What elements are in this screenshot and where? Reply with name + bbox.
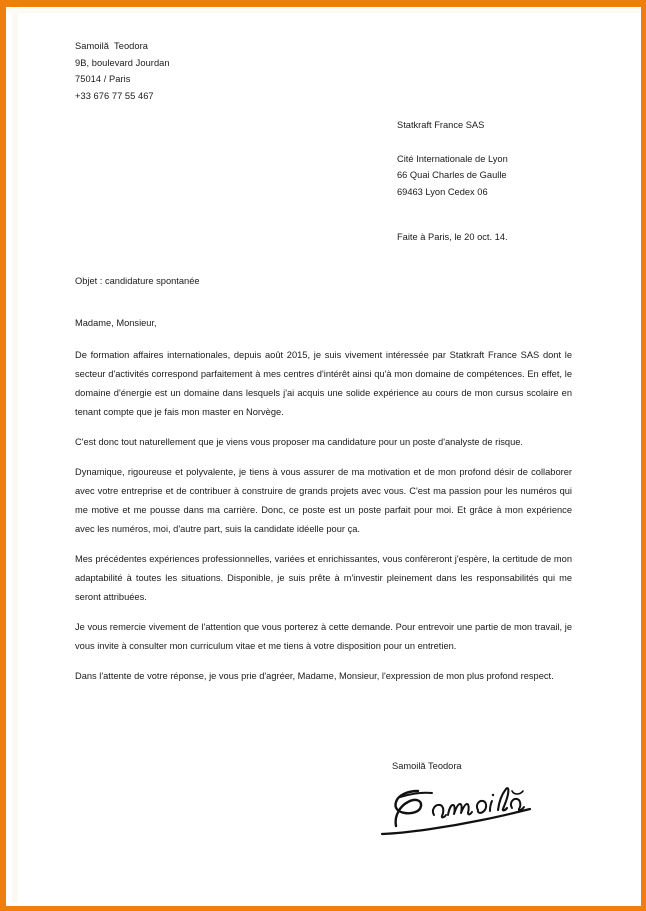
subject-line: Objet : candidature spontanée — [75, 276, 200, 286]
body-paragraph-2: C'est donc tout naturellement que je viens vous proposer ma candidature pour un poste d'analyste de risque. — [75, 437, 524, 447]
body-paragraph-6: Dans l'attente de votre réponse, je vous prie d'agréer, Madame, Monsieur, l'expression de mon plus profond respect. — [75, 671, 554, 681]
body-paragraph-5: Je vous remercie vivement de l'attention que vous porterez à cette demande. Pour entrevoir une partie de mon travail, je vous invite à consulter mon curriculum vitae et me tiens à votre disposition pour un entretien. — [75, 622, 572, 651]
date-line: Faite à Paris, le 20 oct. 14. — [397, 232, 508, 242]
body-paragraph-4: Mes précédentes expériences professionnelles, variées et enrichissantes, vous confèreront j'espère, la certitude de mon adaptabilité à toutes les situations. Disponible, je suis prête à m'investir pleinement dans les responsabilités qui me seront attribuées. — [75, 554, 572, 602]
body-paragraph-1: De formation affaires internationales, depuis août 2015, je suis vivement intéressée par Statkraft France SAS dont le secteur d'activités correspond parfaitement à mes centres d'intérêt ainsi qu'à mon domaine de compétences. En effet, le domaine d'énergie est un domaine dans lesquels j'ai acquis une solide expérience au cours de mon cursus scolaire en tenant compte que je fais mon master en Norvège. — [75, 350, 572, 417]
body-paragraph-3: Dynamique, rigoureuse et polyvalente, je tiens à vous assurer de ma motivation et de mon profond désir de collaborer avec votre entreprise et de contribuer à construire de grands projets avec vous. C'est ma passion pour les numéros qui me motive et me pousse dans ma carrière. Donc, ce poste est un poste parfait pour moi. Et grâce à mon expérience avec les numéros, moi, d'autre part, suis la candidate idéelle pour ça. — [75, 467, 572, 534]
recipient-building: Cité Internationale de Lyon — [397, 153, 508, 164]
handwritten-signature — [378, 782, 558, 844]
recipient-street: 66 Quai Charles de Gaulle — [397, 170, 507, 180]
letter-body — [75, 346, 572, 697]
sender-phone: +33 676 77 55 467 — [75, 90, 154, 101]
recipient-address-block — [397, 117, 508, 200]
sender-street: 9B, boulevard Jourdan — [75, 57, 170, 68]
salutation-line: Madame, Monsieur, — [75, 318, 157, 328]
signature-name: Samoilă Teodora — [392, 761, 462, 771]
recipient-city: 69463 Lyon Cedex 06 — [397, 186, 488, 197]
sender-name: Samoilă Teodora — [75, 41, 148, 51]
sender-city: 75014 / Paris — [75, 74, 131, 84]
sender-address-block — [75, 38, 170, 104]
recipient-company: Statkraft France SAS — [397, 120, 485, 130]
